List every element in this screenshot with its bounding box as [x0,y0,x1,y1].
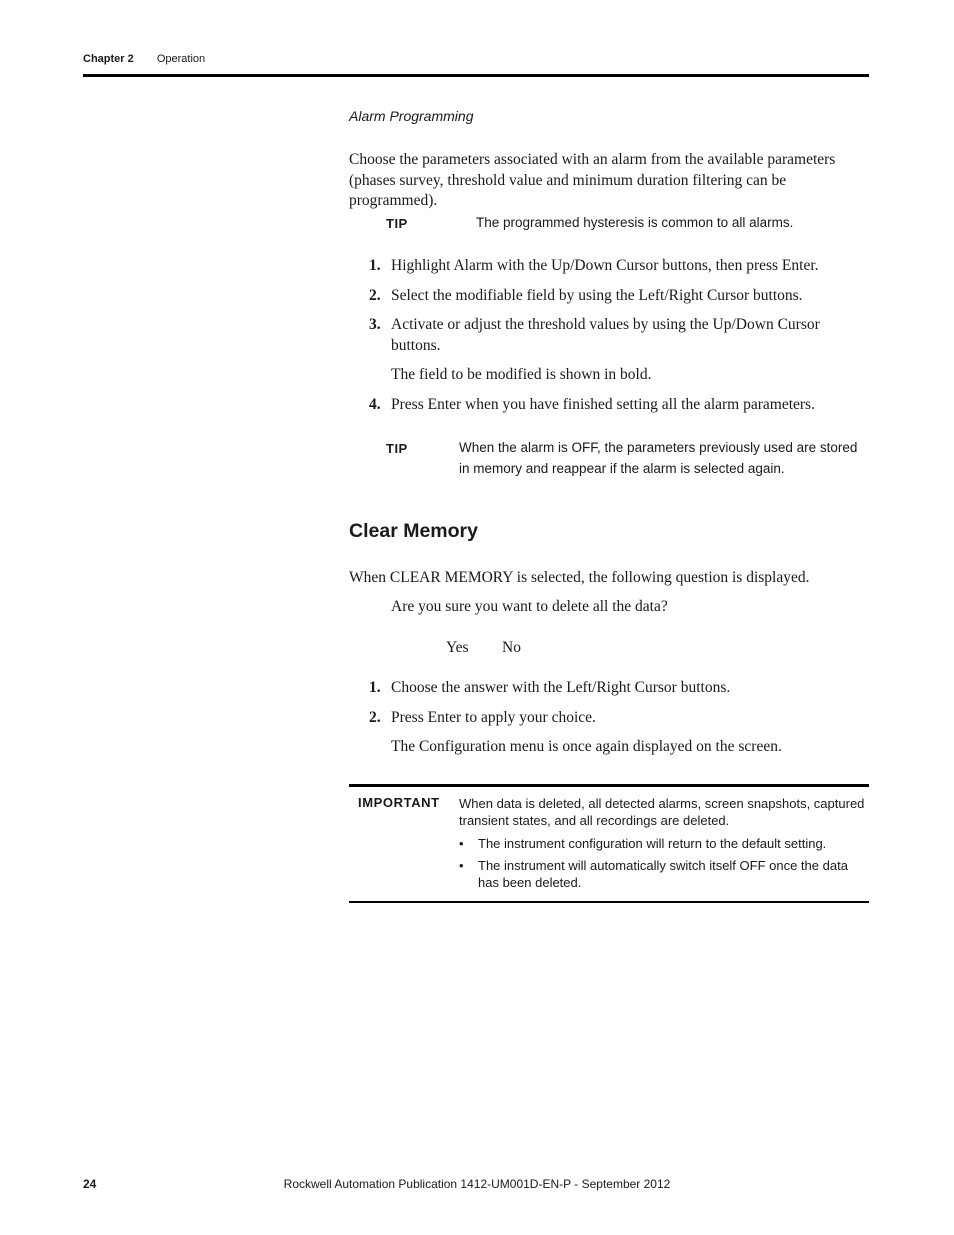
important-bullets [459,835,867,891]
section-label: Operation [156,53,206,65]
list-item [349,708,859,758]
header-rule [83,74,869,77]
step-number: 4. [369,395,381,413]
list-item [349,395,859,416]
step-number: 2. [369,286,381,304]
step-text: Select the modifiable field by using the Left/Right Cursor buttons. [391,286,803,304]
list-item [349,256,859,277]
tip-label: TIP [386,441,408,456]
step-number: 3. [369,316,381,333]
list-item [349,286,859,307]
step-text: Choose the answer with the Left/Right Cursor buttons. [391,679,731,696]
step-number: 1. [369,679,381,696]
important-text-block [459,795,867,896]
option-no: No [502,639,521,656]
section-title: Clear Memory [349,520,478,542]
step-number: 1. [369,257,381,274]
clear-memory-steps-list [349,678,859,758]
important-notice [349,784,869,903]
important-label: IMPORTANT [358,795,440,810]
step-number: 2. [369,708,381,726]
clear-memory-intro: When CLEAR MEMORY is selected, the following question is displayed. [349,569,810,586]
step-note: The field to be modified is shown in bold. [391,366,652,383]
list-item [459,835,867,852]
tip-label: TIP [386,216,408,231]
list-item [349,678,859,699]
bullet-text: The instrument will automatically switch itself OFF once the data has been deleted. [478,858,848,890]
list-item [349,315,859,386]
alarm-steps-list [349,256,859,415]
list-item [459,857,867,891]
bullet-text: The instrument configuration will return to the default setting. [478,836,827,851]
step-text: Activate or adjust the threshold values by using the Up/Down Cursor buttons. [391,316,820,354]
bullet-icon: • [459,836,464,851]
confirmation-question: Are you sure you want to delete all the data? [391,598,668,615]
page-number: 24 [83,1177,97,1191]
alarm-intro-paragraph: Choose the parameters associated with an alarm from the available parameters (phases survey, threshold value and minimum duration filtering can be programmed). [349,151,836,209]
step-text: Press Enter to apply your choice. [391,708,596,726]
step-text: Highlight Alarm with the Up/Down Cursor buttons, then press Enter. [391,257,819,274]
alarm-programming-subheading: Alarm Programming [349,108,474,124]
bullet-icon: • [459,858,464,873]
important-text: When data is deleted, all detected alarms, screen snapshots, captured transient states, and all recordings are deleted. [459,796,865,828]
step-text: Press Enter when you have finished setting all the alarm parameters. [391,395,815,413]
step-note: The Configuration menu is once again displayed on the screen. [391,738,782,755]
tip-text: When the alarm is OFF, the parameters previously used are stored in memory and reappear if the alarm is selected again. [459,440,858,476]
option-yes: Yes [446,639,469,656]
tip-text: The programmed hysteresis is common to all alarms. [476,215,794,230]
running-header [83,53,205,65]
chapter-label: Chapter 2 [83,53,134,65]
publication-info: Rockwell Automation Publication 1412-UM001D-EN-P - September 2012 [283,1177,671,1191]
